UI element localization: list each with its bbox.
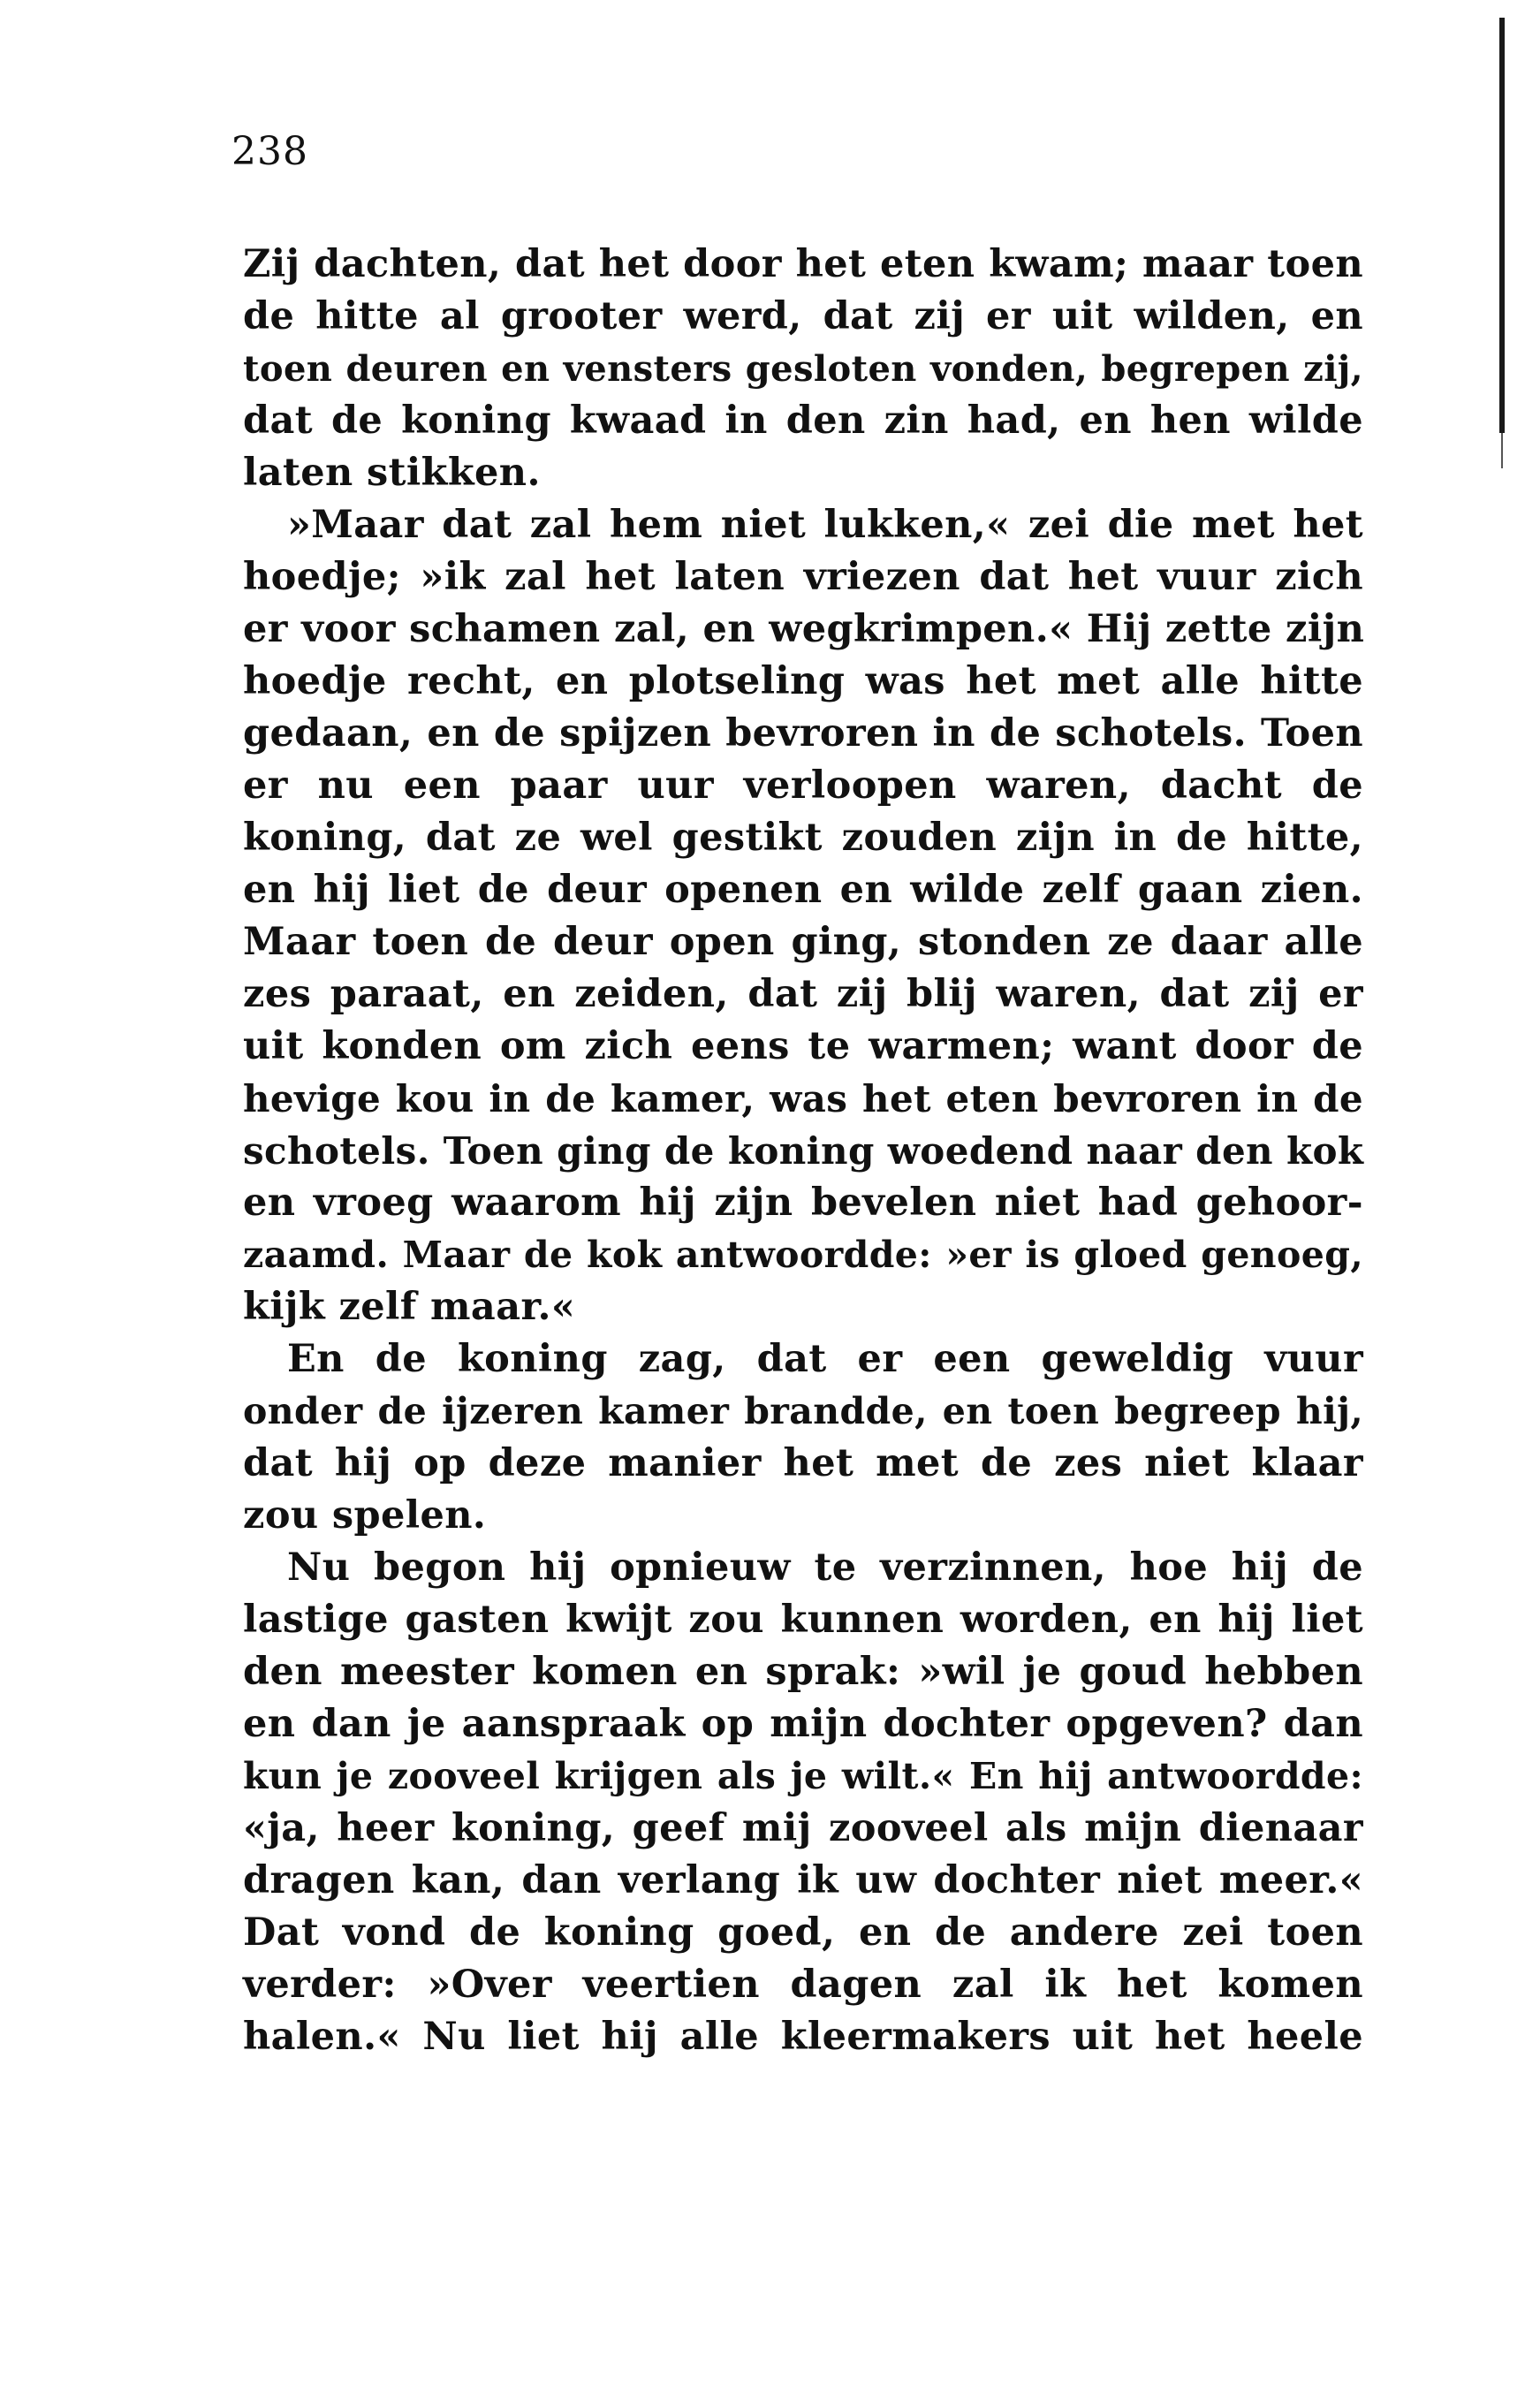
text-line: koning, dat ze wel gestikt zouden zijn in de hitte, [243, 816, 1363, 860]
text-line: Zij dachten, dat het door het eten kwam; maar toen [243, 242, 1363, 286]
text-line: hoedje recht, en plotseling was het met alle hitte [243, 659, 1363, 703]
text-line: Dat vond de koning goed, en de andere zei toen [243, 1910, 1363, 1955]
text-line: er voor schamen zal, en wegkrimpen.« Hij zette zijn [243, 607, 1365, 651]
text-line: zaamd. Maar de kok antwoordde: »er is gloed genoeg, [243, 1234, 1363, 1276]
text-line: en dan je aanspraak op mijn dochter opgeven? dan [243, 1702, 1363, 1746]
text-line: dragen kan, dan verlang ik uw dochter niet meer.« [243, 1858, 1363, 1902]
text-line: verder: »Over veertien dagen zal ik het komen [243, 1963, 1363, 2007]
text-line: gedaan, en de spijzen bevroren in de schotels. Toen [243, 711, 1363, 756]
body-text [243, 239, 1363, 2063]
scan-edge-mark-thin [1501, 433, 1503, 468]
text-line: toen deuren en vensters gesloten vonden, begrepen zij, [243, 348, 1363, 390]
text-line: dat hij op deze manier het met de zes niet klaar [243, 1441, 1363, 1485]
text-line: laten stikken. [243, 451, 541, 495]
text-line: uit konden om zich eens te warmen; want door de [243, 1024, 1363, 1068]
text-line: dat de koning kwaad in den zin had, en hen wilde [243, 399, 1363, 443]
text-line: hevige kou in de kamer, was het eten bevroren in de [243, 1077, 1363, 1120]
text-line: hoedje; »ik zal het laten vriezen dat het vuur zich [243, 555, 1363, 599]
text-line: kun je zooveel krijgen als je wilt.« En hij antwoordde: [243, 1755, 1363, 1797]
text-line: en hij liet de deur openen en wilde zelf gaan zien. [243, 868, 1363, 912]
text-line: de hitte al grooter werd, dat zij er uit wilden, en [243, 294, 1363, 338]
text-line: onder de ijzeren kamer brandde, en toen begreep hij, [243, 1390, 1363, 1432]
text-line: Maar toen de deur open ging, stonden ze daar alle [243, 920, 1363, 964]
text-line: En de koning zag, dat er een geweldig vuur [287, 1337, 1363, 1381]
text-line: er nu een paar uur verloopen waren, dacht de [243, 763, 1363, 808]
text-line: halen.« Nu liet hij alle kleermakers uit het heele [243, 2015, 1363, 2059]
text-line: schotels. Toen ging de koning woedend naar den kok [243, 1129, 1364, 1173]
text-line: zou spelen. [243, 1493, 487, 1538]
text-line: Nu begon hij opnieuw te verzinnen, hoe hij de [287, 1545, 1363, 1590]
text-line: «ja, heer koning, geef mij zooveel als mijn dienaar [243, 1806, 1363, 1850]
text-line: zes paraat, en zeiden, dat zij blij waren, dat zij er [243, 972, 1363, 1016]
text-line: lastige gasten kwijt zou kunnen worden, en hij liet [243, 1598, 1363, 1642]
text-line: »Maar dat zal hem niet lukken,« zei die met het [287, 503, 1363, 547]
text-line: en vroeg waarom hij zijn bevelen niet had gehoor- [243, 1181, 1363, 1225]
page-number: 238 [231, 129, 308, 174]
scan-edge-mark [1499, 18, 1505, 433]
text-line: den meester komen en sprak: »wil je goud hebben [243, 1650, 1363, 1694]
text-line: kijk zelf maar.« [243, 1285, 576, 1329]
